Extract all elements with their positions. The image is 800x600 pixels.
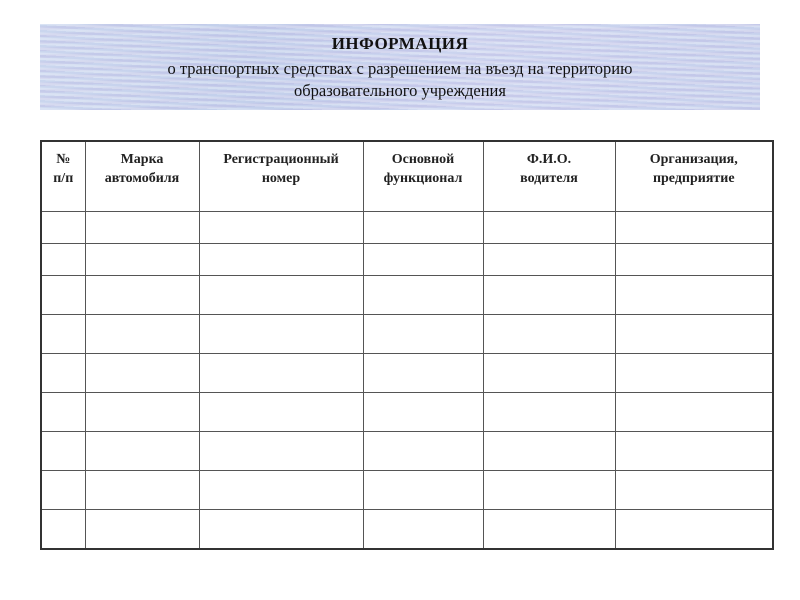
table-row — [41, 314, 773, 353]
table-cell — [483, 392, 615, 431]
document-title: ИНФОРМАЦИЯ — [331, 34, 469, 53]
table-cell — [199, 392, 363, 431]
table-cell — [483, 275, 615, 314]
table-cell — [199, 314, 363, 353]
header-organization: Организация, предприятие — [615, 141, 773, 211]
table-cell — [85, 509, 199, 549]
table-cell — [199, 353, 363, 392]
table-cell — [483, 431, 615, 470]
table-cell — [41, 470, 85, 509]
table-cell — [85, 314, 199, 353]
table-row — [41, 431, 773, 470]
table-cell — [363, 470, 483, 509]
table-cell — [85, 431, 199, 470]
table-cell — [363, 353, 483, 392]
table-cell — [41, 431, 85, 470]
table-cell — [483, 353, 615, 392]
table-cell — [615, 243, 773, 275]
table-row — [41, 470, 773, 509]
subtitle-line-1: о транспортных средствах с разрешением на въезд на территорию — [167, 59, 633, 78]
table-cell — [85, 211, 199, 243]
table-cell — [615, 470, 773, 509]
table-cell — [483, 509, 615, 549]
table-cell — [363, 275, 483, 314]
table-cell — [615, 431, 773, 470]
document-subtitle — [60, 58, 740, 102]
header-car-brand: Марка автомобиля — [85, 141, 199, 211]
vehicle-info-table — [40, 140, 774, 550]
table-cell — [363, 314, 483, 353]
table-cell — [363, 243, 483, 275]
table-cell — [615, 509, 773, 549]
table-cell — [363, 509, 483, 549]
header-main-function: Основной функционал — [363, 141, 483, 211]
table-row — [41, 353, 773, 392]
table-cell — [199, 243, 363, 275]
table-row — [41, 243, 773, 275]
table-cell — [41, 353, 85, 392]
table-cell — [85, 243, 199, 275]
table-cell — [363, 392, 483, 431]
header-registration-number: Регистрационный номер — [199, 141, 363, 211]
table-cell — [41, 392, 85, 431]
table-row — [41, 275, 773, 314]
table-cell — [199, 509, 363, 549]
header-driver-name: Ф.И.О. водителя — [483, 141, 615, 211]
table-cell — [41, 314, 85, 353]
table-cell — [483, 211, 615, 243]
table-cell — [615, 392, 773, 431]
table-row — [41, 392, 773, 431]
table-cell — [41, 275, 85, 314]
table-cell — [199, 211, 363, 243]
table-cell — [199, 431, 363, 470]
table-cell — [85, 470, 199, 509]
table-cell — [363, 211, 483, 243]
table-cell — [615, 275, 773, 314]
table-header-row — [41, 141, 773, 211]
subtitle-line-2: образовательного учреждения — [294, 81, 506, 100]
table-row — [41, 211, 773, 243]
table-cell — [41, 211, 85, 243]
table-cell — [85, 275, 199, 314]
table-cell — [615, 353, 773, 392]
table-cell — [483, 243, 615, 275]
table-cell — [85, 353, 199, 392]
table-cell — [615, 314, 773, 353]
table-cell — [85, 392, 199, 431]
table-cell — [41, 509, 85, 549]
table-cell — [41, 243, 85, 275]
table-cell — [615, 211, 773, 243]
header-number: № п/п — [41, 141, 85, 211]
table-row — [41, 509, 773, 549]
table-cell — [483, 470, 615, 509]
table-cell — [199, 470, 363, 509]
table-cell — [363, 431, 483, 470]
table-body — [41, 211, 773, 549]
table-cell — [199, 275, 363, 314]
title-banner — [40, 24, 760, 110]
table-cell — [483, 314, 615, 353]
